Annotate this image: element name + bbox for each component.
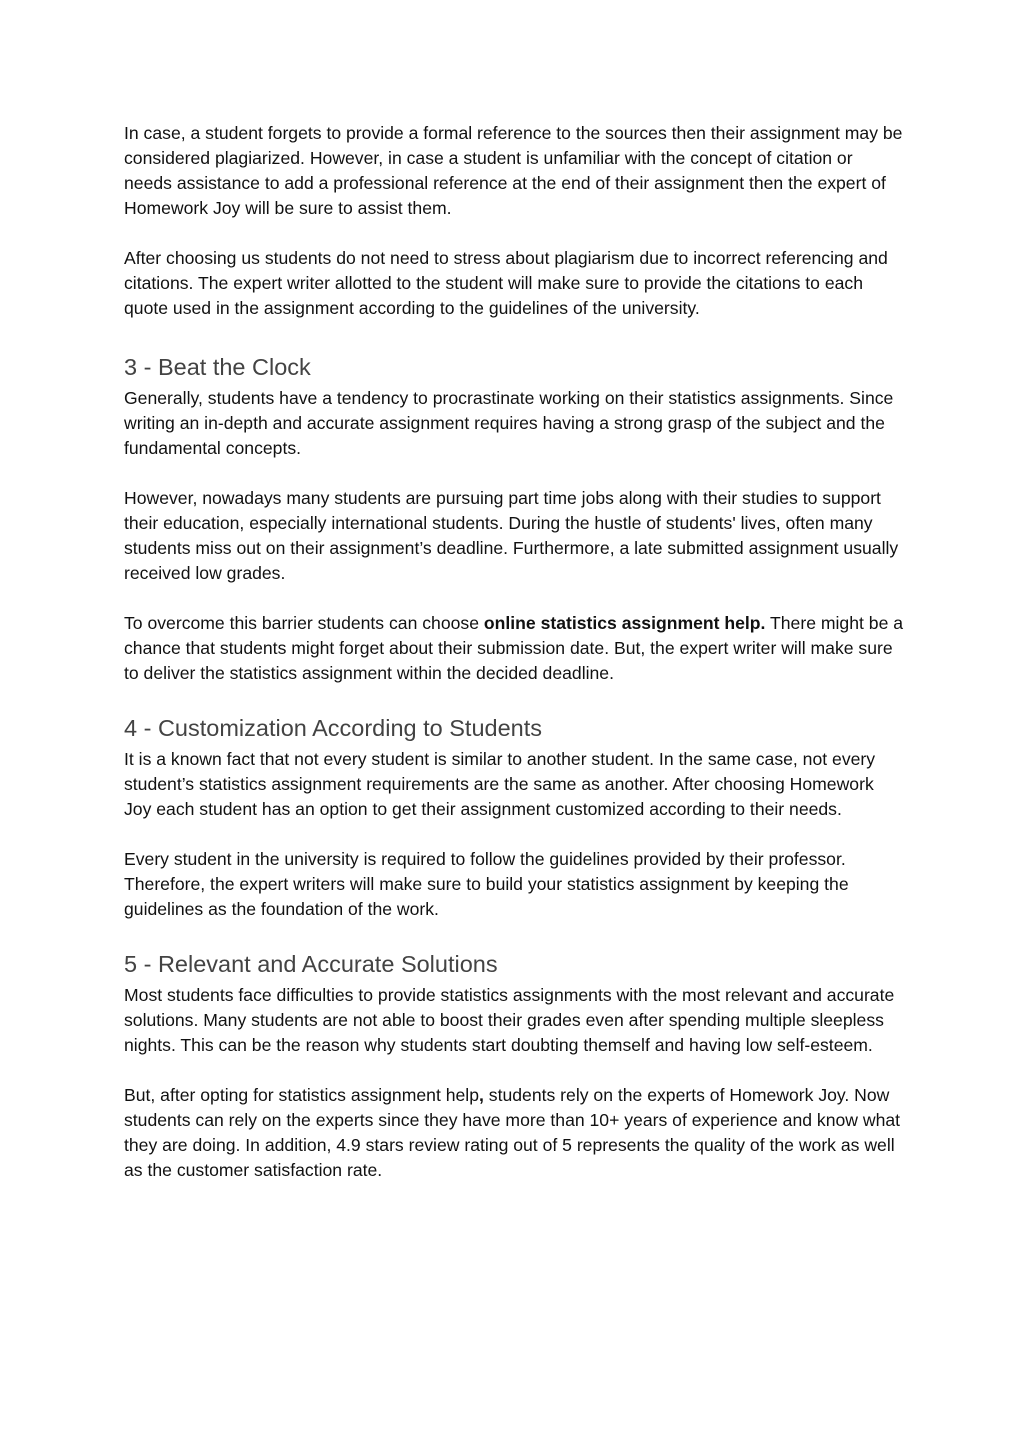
relevant-p2-text-after: students rely on the experts of Homework Joy. Now students can rely on the experts since they have more than 10+ years of experience and know what they are doing. In addition, 4.9 stars review rating out of 5 represents the quality of the work as well as the customer satisfaction rate. <box>124 1085 901 1180</box>
beat-clock-p3-text-after: There might be a chance that students might forget about their submission date. But, the expert writer will make sure to deliver the statistics assignment within the decided deadline. <box>124 613 904 683</box>
beat-clock-paragraph-1: Generally, students have a tendency to procrastinate working on their statistics assignments. Since writing an in-depth and accurate assignment requires having a strong grasp of the subject and the fundamental concepts. <box>124 388 894 458</box>
intro-paragraph-2: After choosing us students do not need to stress about plagiarism due to incorrect referencing and citations. The expert writer allotted to the student will make sure to provide the citations to each quote used in the assignment according to the guidelines of the university. <box>124 248 888 318</box>
customization-paragraph-1: It is a known fact that not every student is similar to another student. In the same case, not every student’s statistics assignment requirements are the same as another. After choosing Homework Joy each student has an option to get their assignment customized according to their needs. <box>124 749 876 819</box>
intro-paragraph-1: In case, a student forgets to provide a formal reference to the sources then their assignment may be considered plagiarized. However, in case a student is unfamiliar with the concept of citation or needs assistance to add a professional reference at the end of their assignment then the expert of Homework Joy will be sure to assist them. <box>124 123 903 218</box>
relevant-paragraph-2 <box>124 1083 904 1183</box>
beat-clock-paragraph-2: However, nowadays many students are pursuing part time jobs along with their studies to support their education, especially international students. During the hustle of students' lives, often many students miss out on their assignment’s deadline. Furthermore, a late submitted assignment usually received low grades. <box>124 488 899 583</box>
relevant-paragraph-1: Most students face difficulties to provide statistics assignments with the most relevant and accurate solutions. Many students are not able to boost their grades even after spending multiple sleepless nights. This can be the reason why students start doubting themself and having low self-esteem. <box>124 985 895 1055</box>
section-heading-relevant-solutions: 5 - Relevant and Accurate Solutions <box>124 951 498 977</box>
beat-clock-paragraph-3 <box>124 611 904 686</box>
beat-clock-p3-bold-phrase: online statistics assignment help. <box>483 613 766 633</box>
relevant-p2-bold-comma: , <box>479 1085 484 1105</box>
customization-paragraph-2: Every student in the university is required to follow the guidelines provided by their professor. Therefore, the expert writers will make sure to build your statistics assignment by keeping the guidelines as the foundation of the work. <box>124 849 849 919</box>
section-heading-customization: 4 - Customization According to Students <box>124 715 542 741</box>
document-page <box>124 121 904 1183</box>
relevant-p2-text-before: But, after opting for statistics assignment help <box>124 1085 479 1105</box>
section-heading-beat-the-clock: 3 - Beat the Clock <box>124 354 311 380</box>
beat-clock-p3-text-before: To overcome this barrier students can choose <box>124 613 484 633</box>
